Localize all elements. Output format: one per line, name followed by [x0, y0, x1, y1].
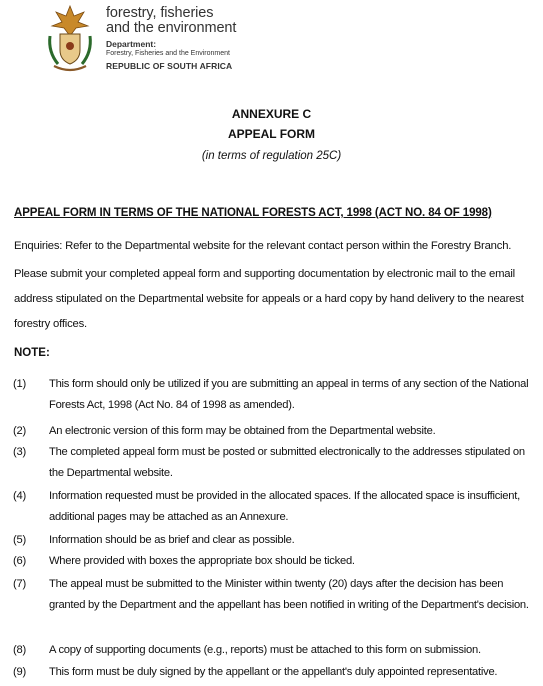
department-full-name: Forestry, Fisheries and the Environment [106, 50, 230, 57]
note-number: (6) [13, 555, 26, 567]
note-number: (5) [13, 534, 26, 546]
note-number: (2) [13, 425, 26, 437]
note-text: Information should be as brief and clear as possible. [49, 534, 295, 546]
note-number: (3) [13, 446, 26, 458]
note-number: (9) [13, 666, 26, 678]
note-number: (4) [13, 490, 26, 502]
main-heading: APPEAL FORM IN TERMS OF THE NATIONAL FORESTS ACT, 1998 (ACT NO. 84 OF 1998) [14, 207, 492, 219]
note-text: A copy of supporting documents (e.g., reports) must be attached to this form on submission. [49, 644, 481, 656]
note-text: The completed appeal form must be posted or submitted electronically to the addresses stipulated on the Departmental website. [49, 446, 525, 479]
note-text: An electronic version of this form may be obtained from the Departmental website. [49, 425, 436, 437]
note-label: NOTE: [14, 347, 50, 359]
coat-of-arms-icon [44, 2, 96, 74]
note-number: (8) [13, 644, 26, 656]
department-header [44, 2, 344, 78]
dept-line1: forestry, fisheries [106, 5, 214, 21]
department-label: Department: [106, 39, 157, 49]
note-text: Where provided with boxes the appropriate box should be ticked. [49, 555, 355, 567]
enquiries-text: Enquiries: Refer to the Departmental website for the relevant contact person within the Forestry Branch. [14, 240, 512, 252]
note-text: The appeal must be submitted to the Minister within twenty (20) days after the decision has been granted by the Department and the appellant has been notified in writing of the Department's decision. [49, 578, 529, 611]
department-name-title [106, 6, 236, 36]
note-number: (1) [13, 378, 26, 390]
form-title: APPEAL FORM [227, 127, 316, 141]
country-name: REPUBLIC OF SOUTH AFRICA [106, 61, 233, 71]
regulation-subtitle: (in terms of regulation 25C) [201, 150, 342, 162]
note-text: This form should only be utilized if you are submitting an appeal in terms of any section of the National Forests Act, 1998 (Act No. 84 of 1998 as amended). [49, 378, 529, 411]
department-subtitle [106, 40, 230, 58]
note-text: Information requested must be provided in the allocated spaces. If the allocated space is insufficient, additional pages may be attached as an Annexure. [49, 490, 520, 523]
submission-instructions: Please submit your completed appeal form and supporting documentation by electronic mail to the email address stipulated on the Departmental website for appeals or a hard copy by hand delivery to the nearest forestry offices. [14, 268, 524, 330]
annexure-title: ANNEXURE C [231, 107, 312, 121]
note-text: This form must be duly signed by the appellant or the appellant's duly appointed representative. [49, 666, 498, 678]
note-number: (7) [13, 578, 26, 590]
dept-line2: and the environment [106, 20, 237, 36]
